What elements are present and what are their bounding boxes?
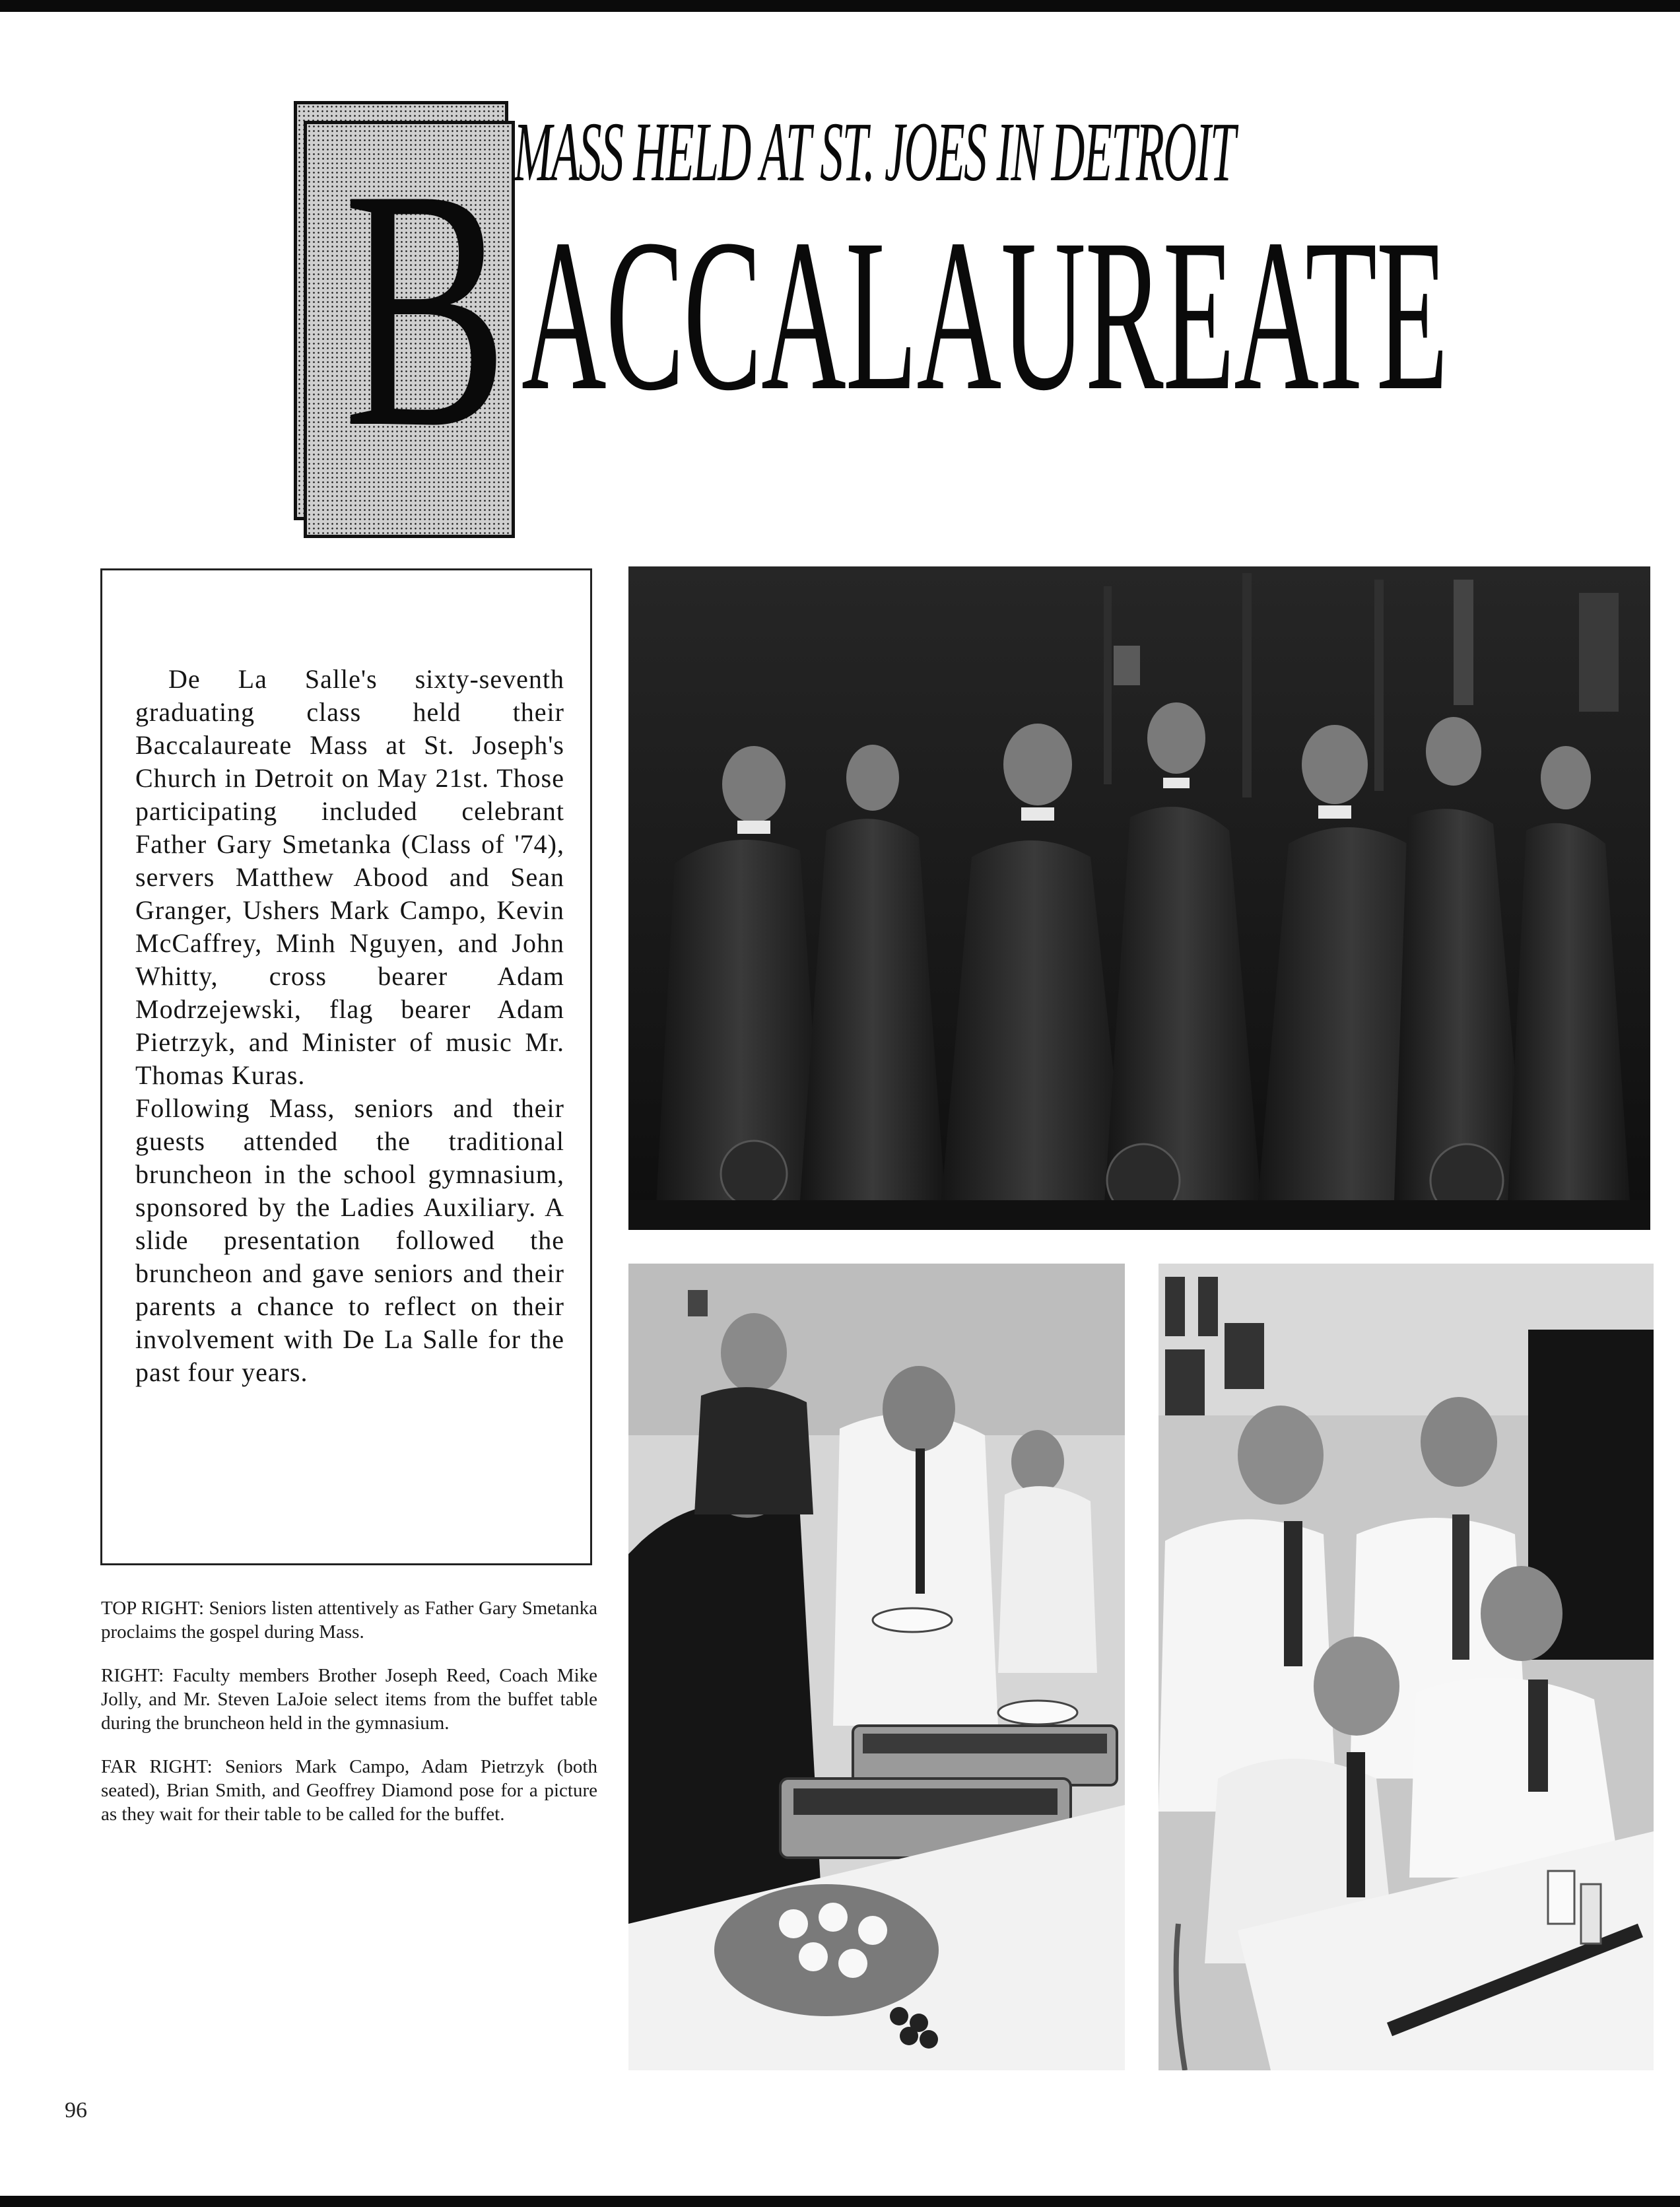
- page-title: ACCALAUREATE: [521, 195, 1448, 436]
- story-paragraph-2: Following Mass, seniors and their guests attended the traditional bruncheon in the school gymnasium, sponsored by the Ladies Auxiliary. A slide presentation followed the bruncheon and gave seniors and their parents a chance to reflect on their involvement with De La Salle for the past four years.: [135, 1093, 564, 1387]
- photo-captions: [101, 1596, 597, 1846]
- buffet-scene: [628, 1264, 1125, 2070]
- story-paragraph-1: De La Salle's sixty-seventh graduating class held their Baccalaureate Mass at St. Joseph's Church in Detroit on May 21st. Those participating included celebrant Father Gary Smetanka (Class of '74), servers Matthew Abood and Sean Granger, Ushers Mark Campo, Kevin McCaffrey, Minh Nguyen, and John Whitty, cross bearer Adam Modrzejewski, flag bearer Adam Pietrzyk, and Minister of music Mr. Thomas Kuras.: [135, 664, 564, 1090]
- photo-church-seniors: [628, 566, 1650, 1230]
- photo-buffet: [628, 1264, 1125, 2070]
- subhead: MASS HELD AT ST. JOES IN DETROIT: [514, 105, 1235, 199]
- title-initial: B: [343, 119, 508, 498]
- caption-top-right: TOP RIGHT: Seniors listen attentively as Father Gary Smetanka proclaims the gospel during Mass.: [101, 1598, 597, 1643]
- page-number: 96: [65, 2098, 87, 2122]
- story-text: [135, 663, 564, 1389]
- yearbook-page: [0, 12, 1680, 2196]
- seniors-table-scene: [1159, 1264, 1654, 2070]
- caption-far-right: FAR RIGHT: Seniors Mark Campo, Adam Pietrzyk (both seated), Brian Smith, and Geoffrey Diamond pose for a picture as they wait for their table to be called for the buffet.: [101, 1756, 597, 1825]
- church-scene: [628, 566, 1650, 1230]
- story-box: [100, 568, 592, 1565]
- photo-seniors-table: [1159, 1264, 1654, 2070]
- caption-right: RIGHT: Faculty members Brother Joseph Reed, Coach Mike Jolly, and Mr. Steven LaJoie select items from the buffet table during the bruncheon held in the gymnasium.: [101, 1665, 597, 1734]
